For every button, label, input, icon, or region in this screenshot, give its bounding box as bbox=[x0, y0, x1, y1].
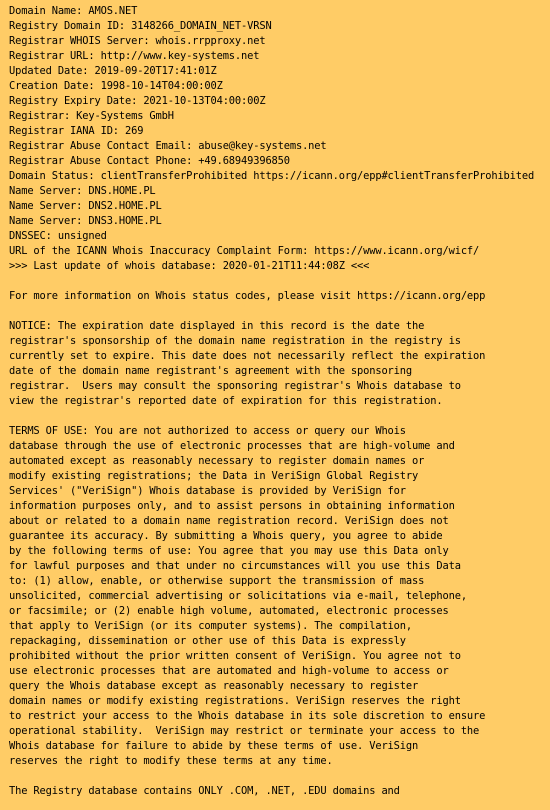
terms-line: reserves the right to modify these terms at any time. bbox=[9, 755, 333, 767]
terms-line: information purposes only, and to assist persons in obtaining information bbox=[9, 500, 455, 512]
line-registrar: Registrar: Key-Systems GmbH bbox=[9, 110, 174, 122]
line-abuse-phone: Registrar Abuse Contact Phone: +49.68949396850 bbox=[9, 155, 290, 167]
line-registrar-url: Registrar URL: http://www.key-systems.net bbox=[9, 50, 260, 62]
line-dnssec: DNSSEC: unsigned bbox=[9, 230, 107, 242]
terms-line: modify existing registrations; the Data in VeriSign Global Registry bbox=[9, 470, 419, 482]
terms-line: unsolicited, commercial advertising or solicitations via e-mail, telephone, bbox=[9, 590, 467, 602]
terms-line: by the following terms of use: You agree that you may use this Data only bbox=[9, 545, 449, 557]
blank-line bbox=[9, 769, 549, 784]
terms-line: Services' ("VeriSign") Whois database is provided by VeriSign for bbox=[9, 485, 406, 497]
line-name-server: Name Server: DNS.HOME.PL bbox=[9, 185, 156, 197]
notice-line: registrar. Users may consult the sponsoring registrar's Whois database to bbox=[9, 380, 461, 392]
line-updated-date: Updated Date: 2019-09-20T17:41:01Z bbox=[9, 65, 217, 77]
line-name-server: Name Server: DNS2.HOME.PL bbox=[9, 200, 162, 212]
terms-line: database through the use of electronic processes that are high-volume and bbox=[9, 440, 455, 452]
blank-line bbox=[9, 409, 549, 424]
registry-contents-line: The Registry database contains ONLY .COM, .NET, .EDU domains and bbox=[9, 785, 400, 797]
line-creation-date: Creation Date: 1998-10-14T04:00:00Z bbox=[9, 80, 223, 92]
terms-line: repackaging, dissemination or other use of this Data is expressly bbox=[9, 635, 406, 647]
terms-line: Whois database for failure to abide by these terms of use. VeriSign bbox=[9, 740, 419, 752]
line-registry-domain-id: Registry Domain ID: 3148266_DOMAIN_NET-VRSN bbox=[9, 20, 272, 32]
terms-line: query the Whois database except as reasonably necessary to register bbox=[9, 680, 419, 692]
notice-line: date of the domain name registrant's agreement with the sponsoring bbox=[9, 365, 412, 377]
line-registry-expiry-date: Registry Expiry Date: 2021-10-13T04:00:00Z bbox=[9, 95, 266, 107]
notice-line: NOTICE: The expiration date displayed in this record is the date the bbox=[9, 320, 425, 332]
line-status-codes-info: For more information on Whois status codes, please visit https://icann.org/epp bbox=[9, 290, 486, 302]
line-registrar-whois-server: Registrar WHOIS Server: whois.rrpproxy.net bbox=[9, 35, 266, 47]
line-domain-name: Domain Name: AMOS.NET bbox=[9, 5, 138, 17]
terms-line: guarantee its accuracy. By submitting a Whois query, you agree to abide bbox=[9, 530, 443, 542]
terms-line: that apply to VeriSign (or its computer systems). The compilation, bbox=[9, 620, 412, 632]
terms-line: automated except as reasonably necessary to register domain names or bbox=[9, 455, 425, 467]
line-registrar-iana-id: Registrar IANA ID: 269 bbox=[9, 125, 144, 137]
blank-line bbox=[9, 304, 549, 319]
blank-line bbox=[9, 274, 549, 289]
terms-line: or facsimile; or (2) enable high volume, automated, electronic processes bbox=[9, 605, 449, 617]
terms-line: domain names or modify existing registrations. VeriSign reserves the right bbox=[9, 695, 461, 707]
terms-line: to restrict your access to the Whois database in its sole discretion to ensure bbox=[9, 710, 486, 722]
terms-line: operational stability. VeriSign may restrict or terminate your access to the bbox=[9, 725, 480, 737]
terms-line: about or related to a domain name registration record. VeriSign does not bbox=[9, 515, 449, 527]
terms-line: TERMS OF USE: You are not authorized to access or query our Whois bbox=[9, 425, 406, 437]
line-name-server: Name Server: DNS3.HOME.PL bbox=[9, 215, 162, 227]
terms-line: use electronic processes that are automated and high-volume to access or bbox=[9, 665, 449, 677]
line-icann-complaint-url: URL of the ICANN Whois Inaccuracy Complaint Form: https://www.icann.org/wicf/ bbox=[9, 245, 480, 257]
line-last-update: >>> Last update of whois database: 2020-01-21T11:44:08Z <<< bbox=[9, 260, 370, 272]
terms-line: to: (1) allow, enable, or otherwise support the transmission of mass bbox=[9, 575, 425, 587]
notice-line: currently set to expire. This date does not necessarily reflect the expiration bbox=[9, 350, 486, 362]
notice-line: registrar's sponsorship of the domain name registration in the registry is bbox=[9, 335, 461, 347]
terms-line: prohibited without the prior written consent of VeriSign. You agree not to bbox=[9, 650, 461, 662]
terms-line: for lawful purposes and that under no circumstances will you use this Data bbox=[9, 560, 461, 572]
whois-document bbox=[9, 4, 549, 808]
notice-line: view the registrar's reported date of expiration for this registration. bbox=[9, 395, 443, 407]
line-abuse-email: Registrar Abuse Contact Email: abuse@key-systems.net bbox=[9, 140, 327, 152]
line-domain-status: Domain Status: clientTransferProhibited https://icann.org/epp#clientTransferProhibited bbox=[9, 170, 535, 182]
